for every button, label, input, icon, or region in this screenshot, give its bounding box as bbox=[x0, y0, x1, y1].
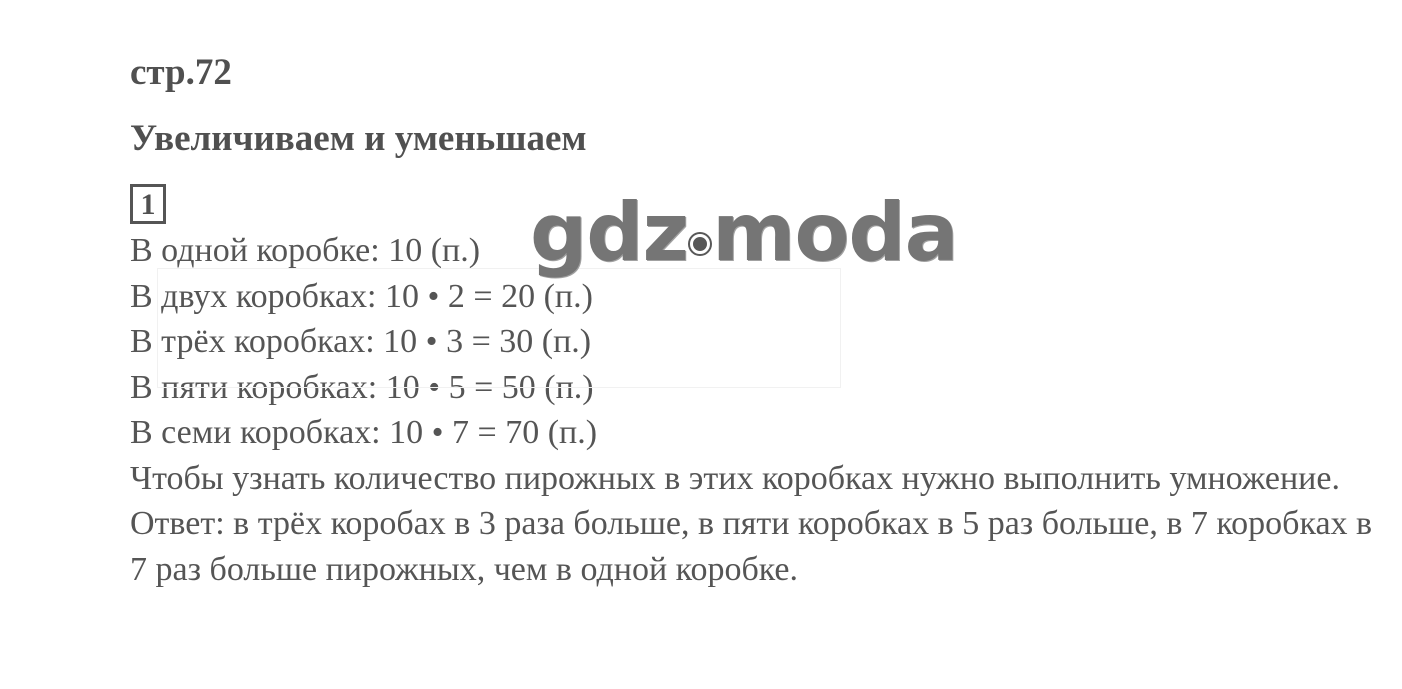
watermark-logo bbox=[530, 188, 958, 278]
watermark-frame bbox=[157, 268, 841, 388]
solution-line-one-box: В одной коробке: 10 (п.) bbox=[130, 232, 481, 269]
watermark-dot-icon bbox=[690, 234, 710, 254]
solution-line-seven-boxes: В семи коробках: 10 • 7 = 70 (п.) bbox=[130, 414, 598, 451]
watermark-right: moda bbox=[712, 186, 958, 279]
watermark-left: gdz bbox=[530, 186, 689, 279]
page-number: стр.72 bbox=[130, 52, 232, 93]
explanation-text: Чтобы узнать количество пирожных в этих коробках нужно выполнить умножение. bbox=[130, 459, 1340, 497]
solution-line-two-boxes: В двух коробках: 10 • 2 = 20 (п.) bbox=[130, 277, 593, 315]
task-number-box: 1 bbox=[130, 184, 166, 224]
solution-line-three-boxes: В трёх коробках: 10 • 3 = 30 (п.) bbox=[130, 323, 592, 360]
solution-line-five-boxes: В пяти коробках: 10 • 5 = 50 (п.) bbox=[130, 368, 594, 406]
answer-text: Ответ: в трёх коробах в 3 раза больше, в пяти коробках в 5 раз больше, в 7 коробках в 7 раз больше пирожных, чем в одной коробке. bbox=[130, 505, 1373, 588]
lesson-title: Увеличиваем и уменьшаем bbox=[130, 118, 587, 159]
